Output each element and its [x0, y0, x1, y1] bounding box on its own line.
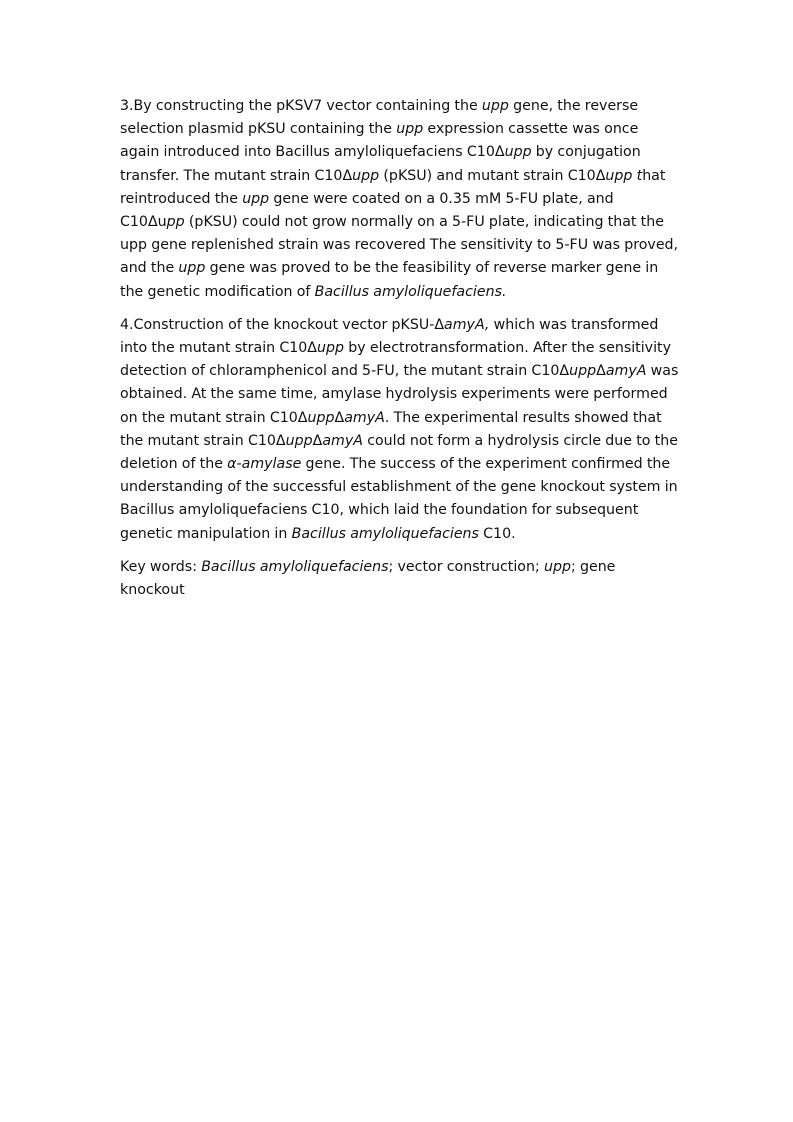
italic-run: upp t [605, 167, 643, 184]
text-run: was obtained. At the same time, amylase hydrolysis experiments were performed on the mutant strain C10Δ [120, 363, 679, 426]
italic-run: upp [178, 260, 206, 277]
italic-run: pp [166, 214, 185, 231]
text-run: Δ [312, 432, 323, 449]
italic-run: Bacillus amyloliquefaciens. [314, 283, 507, 300]
italic-run: upp [569, 363, 597, 380]
text-run: Δ [596, 363, 606, 380]
paragraph-4 [120, 314, 680, 546]
italic-run: upp [504, 144, 532, 161]
italic-run: amyA [605, 363, 647, 380]
italic-run: amyA [344, 409, 385, 426]
text-run: expression cassette was once again introduced into Bacillus amyloliquefaciens C10Δ [120, 121, 639, 161]
keywords-line [120, 556, 680, 602]
document-body [120, 95, 680, 602]
text-run: could not form a hydrolysis circle due to the deletion of the [120, 432, 678, 473]
text-run: (pKSU) and mutant strain C10Δ [379, 167, 606, 184]
paragraph-3 [120, 95, 680, 304]
text-run: gene. The success of the experiment confirmed the understanding of the successful establishment of the gene knockout system in Bacillus amyloliquefaciens C10, which laid the foundation for subsequent genetic manipulation in [120, 456, 678, 542]
italic-run: Bacillus amyloliquefaciens [291, 525, 479, 542]
text-run: gene, the reverse selection plasmid pKSU containing the [120, 98, 639, 138]
italic-run: upp [242, 190, 270, 207]
italic-run: upp [396, 121, 424, 138]
text-run: C10. [478, 525, 516, 542]
text-run: by electrotransformation. After the sensitivity detection of chloramphenicol and 5-FU, the mutant strain C10Δ [120, 340, 671, 380]
italic-run: upp [543, 558, 571, 575]
text-run: gene was proved to be the feasibility of reverse marker gene in the genetic modification of [120, 260, 659, 300]
text-run: ; gene knockout [120, 558, 616, 599]
italic-run: upp [481, 98, 509, 114]
text-run: 4.Construction of the knockout vector pKSU-Δ [120, 316, 445, 333]
text-run: Key words: [120, 558, 202, 575]
italic-run: upp [352, 167, 380, 184]
text-run: gene were coated on a 0.35 mM 5-FU plate, and C10Δu [120, 190, 614, 231]
italic-run: Bacillus amyloliquefaciens [201, 558, 389, 575]
text-run: . The experimental results showed that the mutant strain C10Δ [120, 409, 662, 449]
text-run: which was transformed into the mutant strain C10Δ [120, 316, 659, 357]
italic-run: upp [307, 409, 335, 426]
italic-run: α-amylase [227, 456, 302, 473]
text-run: ; vector construction; [388, 558, 544, 575]
text-run: hat reintroduced the [120, 167, 666, 207]
italic-run: upp [285, 432, 313, 449]
text-run: by conjugation transfer. The mutant strain C10Δ [120, 144, 641, 184]
text-run: 3.By constructing the pKSV7 vector containing the [120, 98, 482, 114]
italic-run: upp [317, 340, 345, 357]
italic-run: amyA [322, 432, 363, 449]
text-run: (pKSU) could not grow normally on a 5-FU plate, indicating that the upp gene replenished strain was recovered The sensitivity to 5-FU was proved, and the [120, 214, 679, 277]
italic-run: amyA, [444, 316, 490, 333]
text-run: Δ [334, 409, 345, 426]
